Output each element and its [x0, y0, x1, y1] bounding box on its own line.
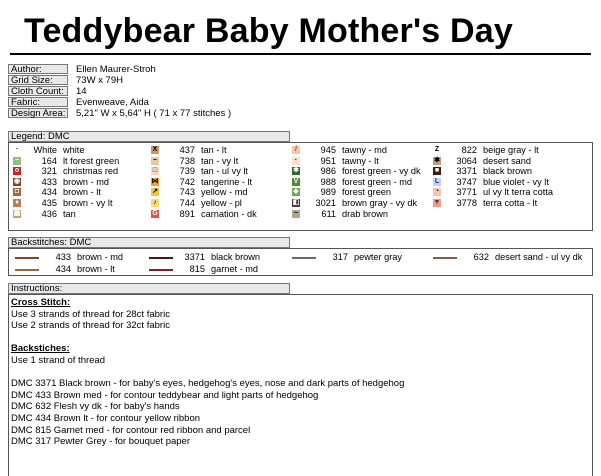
thread-code: 3064 — [456, 155, 477, 166]
thread-code: 3021 — [315, 197, 336, 208]
legend-box — [8, 142, 593, 231]
thread-code: 3778 — [456, 197, 477, 208]
symbol-swatch-icon: ◆ — [293, 188, 299, 196]
thread-code: 738 — [179, 155, 195, 166]
thread-code: 3371 — [184, 252, 205, 262]
symbol-swatch-icon: X — [152, 146, 158, 153]
thread-name: tawny - md — [342, 145, 387, 155]
symbol-swatch-icon: ■ — [434, 167, 440, 175]
info-label: Cloth Count: — [8, 86, 68, 96]
note-line: DMC 317 Pewter Grey - for bouquet paper — [11, 436, 191, 448]
instruction-line: Use 3 strands of thread for 28ct fabric — [11, 308, 170, 320]
symbol-swatch-icon: ◘ — [14, 188, 20, 196]
backstitches-heading: Backstiches: — [11, 343, 70, 355]
backstitch-line-icon — [149, 269, 173, 271]
thread-name: tan - lt — [201, 145, 227, 155]
thread-name: drab brown — [342, 208, 388, 219]
thread-name: carnation - dk — [201, 208, 257, 219]
thread-code: 317 — [332, 252, 348, 262]
symbol-swatch-icon: □ — [152, 167, 158, 175]
backstitch-line-icon — [433, 257, 457, 259]
thread-name: black brown — [483, 166, 533, 177]
thread-name: forest green - md — [342, 176, 412, 187]
thread-code: 433 — [41, 176, 57, 187]
symbol-swatch-icon: Z — [434, 146, 440, 153]
backstitches-label: Backstitches: DMC — [8, 237, 290, 248]
instructions-label: Instructions: — [8, 283, 290, 294]
symbol-swatch-icon: ◉ — [13, 177, 21, 185]
thread-name: christmas red — [63, 166, 119, 177]
info-value: Ellen Maurer-Stroh — [76, 64, 156, 75]
info-label: Design Area: — [8, 108, 68, 118]
symbol-swatch-icon: ~ — [293, 209, 299, 217]
thread-code: 986 — [320, 166, 336, 177]
info-value: 5,21" W x 5,64" H ( 71 x 77 stitches ) — [76, 108, 232, 119]
symbol-swatch-icon: V — [293, 177, 299, 185]
thread-name: brown gray - vy dk — [342, 197, 418, 208]
thread-code: 3771 — [456, 187, 477, 198]
note-line: DMC 815 Garnet med - for contour red ribbon and parcel — [11, 424, 251, 436]
thread-name: brown - md — [63, 176, 109, 187]
info-value: 14 — [76, 86, 87, 97]
thread-code: 988 — [320, 176, 336, 187]
thread-code: 632 — [473, 252, 489, 262]
symbol-swatch-icon: / — [292, 146, 300, 154]
page-title: Teddybear Baby Mother's Day — [24, 12, 513, 50]
thread-code: 743 — [179, 187, 195, 198]
symbol-swatch-icon: ✱ — [434, 156, 440, 164]
thread-code: 951 — [320, 155, 336, 166]
symbol-swatch-icon: ↗ — [152, 188, 158, 196]
symbol-swatch-icon: ~ — [14, 156, 20, 164]
title-divider — [10, 53, 591, 55]
thread-code: White — [33, 145, 57, 155]
thread-name: brown - lt — [77, 264, 115, 274]
symbol-swatch-icon: L — [434, 177, 440, 185]
thread-name: tangerine - lt — [201, 176, 253, 187]
thread-code: 891 — [179, 208, 195, 219]
backstitch-line-icon — [15, 257, 39, 259]
thread-name: garnet - md — [211, 264, 258, 274]
symbol-swatch-icon: ▼ — [433, 198, 441, 206]
thread-name: tawny - lt — [342, 155, 379, 166]
symbol-swatch-icon: ⋈ — [151, 177, 159, 185]
thread-name: beige gray - lt — [483, 145, 539, 155]
thread-name: forest green — [342, 187, 392, 198]
note-line: DMC 434 Brown lt - for contour yellow ribbon — [11, 412, 201, 424]
info-label: Grid Size: — [8, 75, 68, 85]
symbol-swatch-icon: · — [13, 146, 21, 154]
symbol-swatch-icon: ◧ — [292, 198, 300, 206]
info-label: Author: — [8, 64, 68, 74]
thread-code: 739 — [179, 166, 195, 177]
symbol-swatch-icon: G — [152, 209, 158, 217]
thread-code: 434 — [41, 187, 57, 198]
symbol-swatch-icon: ~ — [152, 156, 158, 164]
thread-code: 437 — [179, 145, 195, 155]
backstitch-line-icon — [292, 257, 316, 259]
thread-code: 742 — [179, 176, 195, 187]
symbol-swatch-icon: · — [292, 157, 300, 165]
instructions-text — [11, 297, 404, 448]
thread-name: yellow - md — [201, 187, 248, 198]
thread-code: 433 — [55, 252, 71, 262]
note-line: DMC 3371 Black brown - for baby's eyes, hedgehog's eyes, nose and dark parts of hedgehog — [11, 378, 405, 390]
thread-code: 164 — [41, 155, 57, 166]
note-line: DMC 632 Flesh vy dk - for baby's hands — [11, 401, 180, 413]
thread-name: lt forest green — [63, 155, 120, 166]
thread-name: forest green - vy dk — [342, 166, 421, 177]
thread-code: 3371 — [456, 166, 477, 177]
thread-code: 611 — [321, 208, 336, 219]
thread-name: white — [63, 145, 85, 155]
thread-code: 434 — [55, 264, 71, 274]
symbol-swatch-icon: ✱ — [293, 167, 299, 175]
thread-code: 945 — [320, 145, 336, 155]
symbol-swatch-icon: o — [14, 167, 20, 175]
symbol-swatch-icon: ♦ — [13, 199, 21, 207]
legend-label: Legend: DMC — [8, 131, 290, 142]
instructions-box — [8, 294, 593, 476]
thread-code: 744 — [179, 197, 195, 208]
thread-name: brown - vy lt — [63, 197, 113, 208]
thread-name: pewter gray — [354, 252, 403, 262]
info-value: Evenweave, Aida — [76, 97, 149, 108]
thread-code: 822 — [461, 145, 477, 155]
thread-name: brown - lt — [63, 187, 101, 198]
thread-name: brown - md — [77, 252, 123, 262]
thread-name: tan - ul vy lt — [201, 166, 248, 177]
thread-code: 989 — [320, 187, 336, 198]
thread-name: yellow - pl — [201, 197, 242, 208]
thread-code: 3747 — [456, 176, 477, 187]
thread-code: 435 — [41, 197, 57, 208]
info-label: Fabric: — [8, 97, 68, 107]
thread-code: 436 — [41, 208, 57, 219]
info-value: 73W x 79H — [76, 75, 123, 86]
instruction-line: Use 1 strand of thread — [11, 354, 105, 366]
thread-name: ul vy lt terra cotta — [483, 187, 553, 198]
symbol-swatch-icon: ▦ — [13, 209, 21, 217]
backstitches-box — [8, 248, 593, 276]
thread-name: desert sand - ul vy dk — [495, 252, 583, 262]
cross-stitch-heading: Cross Stitch: — [11, 297, 71, 308]
backstitch-line-icon — [149, 257, 173, 259]
backstitch-line-icon — [15, 269, 39, 271]
note-line: DMC 433 Brown med - for contour teddybear and light parts of hedgehog — [11, 389, 319, 401]
thread-name: tan - vy lt — [201, 155, 239, 166]
symbol-swatch-icon: ◔ — [434, 188, 440, 196]
instruction-line: Use 2 strands of thread for 32ct fabric — [11, 320, 170, 332]
thread-code: 321 — [41, 166, 57, 177]
symbol-swatch-icon: ♪ — [151, 199, 159, 207]
thread-name: black brown — [211, 252, 261, 262]
thread-name: desert sand — [483, 155, 532, 166]
thread-name: tan — [63, 208, 76, 219]
thread-name: terra cotta - lt — [483, 197, 538, 208]
thread-code: 815 — [189, 264, 205, 274]
thread-name: blue violet - vy lt — [483, 176, 549, 187]
